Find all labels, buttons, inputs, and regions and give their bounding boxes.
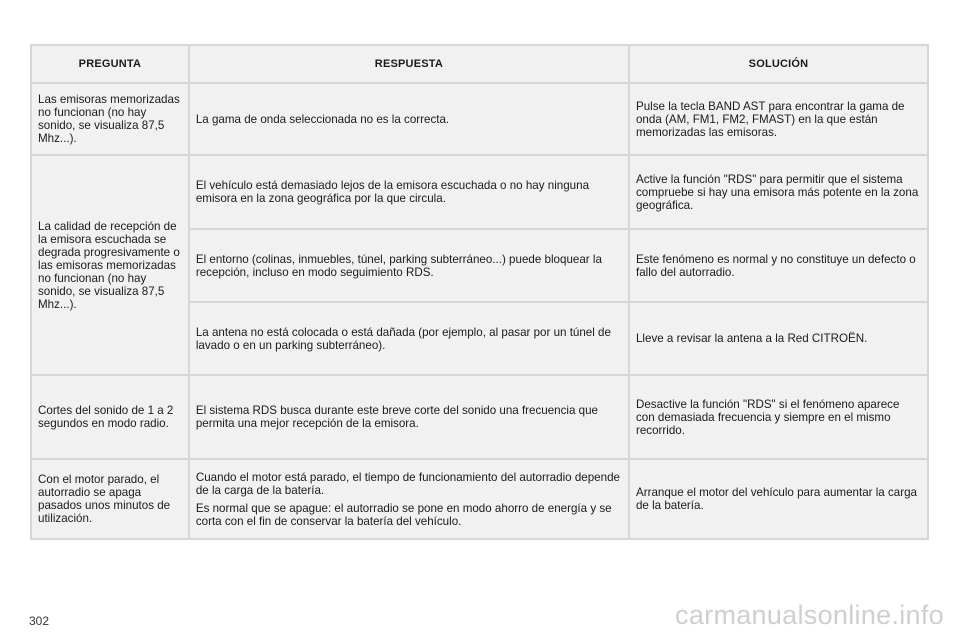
header-respuesta: RESPUESTA: [189, 45, 629, 83]
answer-cell: La gama de onda seleccionada no es la correcta.: [189, 83, 629, 155]
solution-cell: Este fenómeno es normal y no constituye un defecto o fallo del autorradio.: [629, 229, 928, 302]
solution-cell: Arranque el motor del vehículo para aumentar la carga de la batería.: [629, 459, 928, 539]
question-cell: Con el motor parado, el autorradio se apaga pasados unos minutos de utilización.: [31, 459, 189, 539]
question-cell: Cortes del sonido de 1 a 2 segundos en modo radio.: [31, 375, 189, 459]
table-row: [31, 375, 928, 459]
question-cell: Las emisoras memorizadas no funcionan (no hay sonido, se visualiza 87,5 Mhz...).: [31, 83, 189, 155]
solution-cell: Desactive la función "RDS" si el fenómeno aparece con demasiada frecuencia y siempre en el mismo recorrido.: [629, 375, 928, 459]
answer-cell: La antena no está colocada o está dañada (por ejemplo, al pasar por un túnel de lavado o en un parking subterráneo).: [189, 302, 629, 375]
table-row: [31, 155, 928, 229]
table-header-row: [31, 45, 928, 83]
solution-cell: Pulse la tecla BAND AST para encontrar la gama de onda (AM, FM1, FM2, FMAST) en la que están memorizadas las emisoras.: [629, 83, 928, 155]
answer-cell: El sistema RDS busca durante este breve corte del sonido una frecuencia que permita una mejor recepción de la emisora.: [189, 375, 629, 459]
page-number: 302: [29, 614, 50, 628]
answer-cell: Cuando el motor está parado, el tiempo de funcionamiento del autorradio depende de la carga de la batería. Es normal que se apague: el autorradio se pone en modo ahorro de energía y se corta con el fin de conservar la batería del vehículo.: [189, 459, 629, 539]
solution-cell: Lleve a revisar la antena a la Red CITROËN.: [629, 302, 928, 375]
header-solucion: SOLUCIÓN: [629, 45, 928, 83]
answer-cell: El vehículo está demasiado lejos de la emisora escuchada o no hay ninguna emisora en la zona geográfica por la que circula.: [189, 155, 629, 229]
header-pregunta: PREGUNTA: [31, 45, 189, 83]
solution-cell: Active la función "RDS" para permitir que el sistema compruebe si hay una emisora más potente en la zona geográfica.: [629, 155, 928, 229]
troubleshooting-table: [30, 44, 929, 540]
answer-cell: El entorno (colinas, inmuebles, túnel, parking subterráneo...) puede bloquear la recepción, incluso en modo seguimiento RDS.: [189, 229, 629, 302]
question-cell: La calidad de recepción de la emisora escuchada se degrada progresivamente o las emisoras memorizadas no funcionan (no hay sonido, se visualiza 87,5 Mhz...).: [31, 155, 189, 375]
watermark: carmanualsonline.info: [675, 600, 944, 630]
table-row: [31, 459, 928, 539]
table-row: [31, 83, 928, 155]
